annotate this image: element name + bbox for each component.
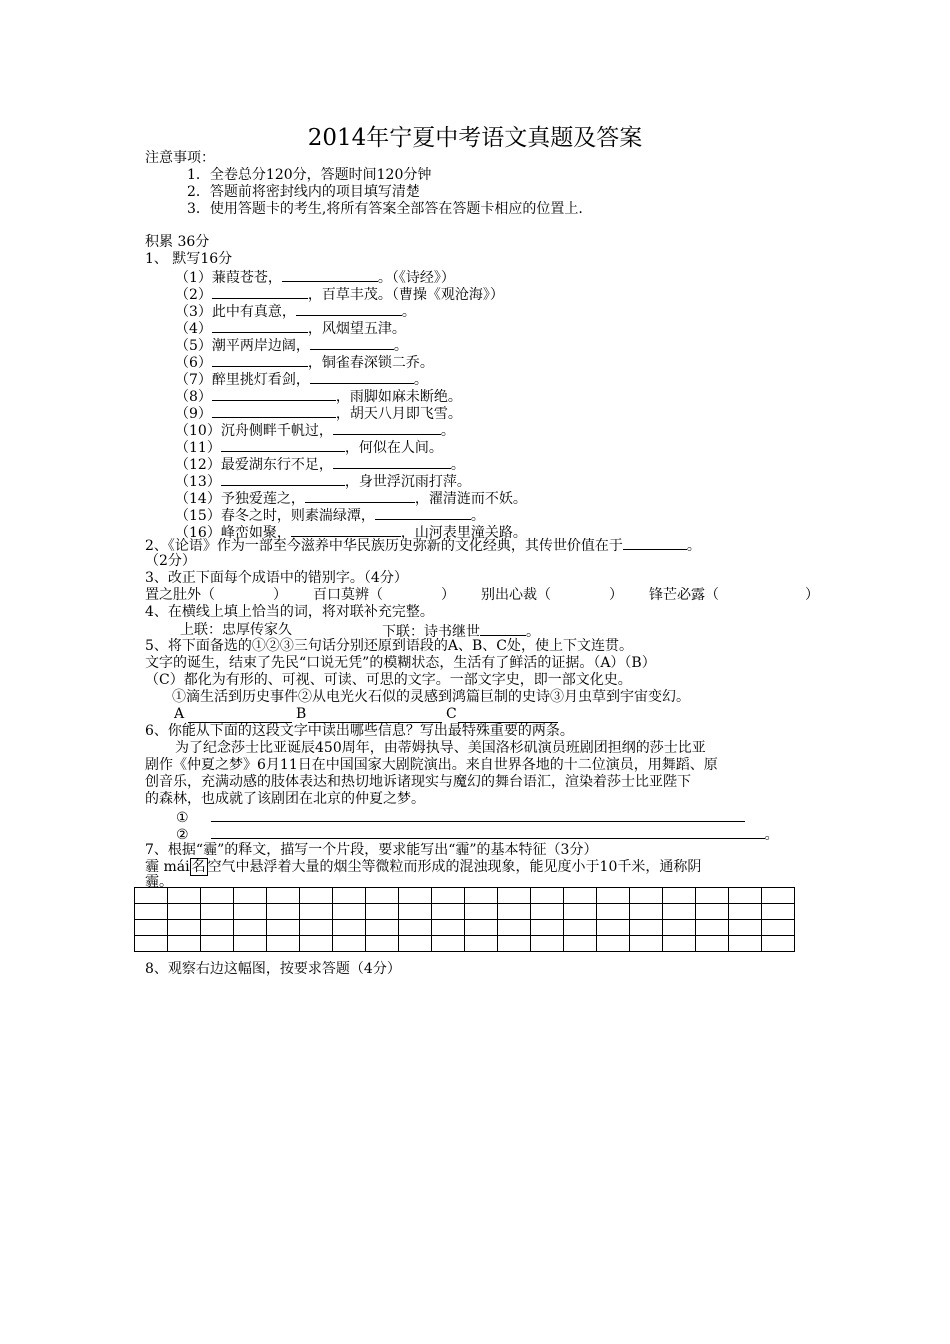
grid-cell[interactable] bbox=[630, 920, 663, 936]
grid-cell[interactable] bbox=[531, 888, 564, 904]
q6-end: 。 bbox=[764, 827, 779, 843]
q1-line-suffix: 。 bbox=[413, 372, 428, 388]
couplet-end: 。 bbox=[526, 624, 540, 640]
grid-cell[interactable] bbox=[498, 888, 531, 904]
answer-blank[interactable] bbox=[212, 353, 308, 367]
grid-cell[interactable] bbox=[267, 904, 300, 920]
grid-cell[interactable] bbox=[531, 920, 564, 936]
grid-cell[interactable] bbox=[432, 904, 465, 920]
answer-blank[interactable] bbox=[212, 319, 308, 333]
answer-blank[interactable] bbox=[333, 455, 451, 469]
q1-line-suffix: ，身世浮沉雨打萍。 bbox=[344, 474, 471, 490]
answer-blank[interactable] bbox=[211, 825, 765, 839]
answer-blank[interactable] bbox=[333, 421, 441, 435]
answer-blank[interactable] bbox=[188, 709, 292, 723]
grid-cell[interactable] bbox=[498, 920, 531, 936]
q1-line-number: （1） bbox=[175, 270, 212, 286]
q1-line-suffix: 。 bbox=[450, 457, 465, 473]
grid-cell[interactable] bbox=[663, 936, 696, 952]
grid-cell[interactable] bbox=[267, 920, 300, 936]
q1-line-suffix: 。 bbox=[401, 304, 416, 320]
grid-cell[interactable] bbox=[432, 936, 465, 952]
q1-line-number: （10） bbox=[175, 423, 221, 439]
grid-cell[interactable] bbox=[333, 888, 366, 904]
q2-end: 。 bbox=[686, 538, 701, 554]
grid-cell[interactable] bbox=[333, 904, 366, 920]
q5-heading: 5、将下面备选的①②③三句话分别还原到语段的A、B、C处，使上下文连贯。 bbox=[145, 638, 634, 654]
grid-cell[interactable] bbox=[564, 904, 597, 920]
grid-cell[interactable] bbox=[729, 888, 762, 904]
notice-item: 3．使用答题卡的考生,将所有答案全部答在答题卡相应的位置上. bbox=[187, 201, 583, 217]
grid-cell[interactable] bbox=[399, 936, 432, 952]
q1-line-number: （9） bbox=[175, 406, 212, 422]
q2-prompt: 2、《论语》作为一部至今滋养中华民族历史弥新的文化经典，其传世价值在于 bbox=[145, 538, 623, 554]
answer-blank[interactable] bbox=[282, 268, 378, 282]
answer-blank[interactable] bbox=[221, 472, 345, 486]
grid-cell[interactable] bbox=[564, 936, 597, 952]
q1-line-number: （2） bbox=[175, 287, 212, 303]
q6-para: 为了纪念莎士比亚诞辰450周年，由蒂姆执导、美国洛杉矶演员班剧团担纲的莎士比亚 bbox=[175, 740, 706, 756]
q1-line-prefix: 春冬之时，则素湍绿潭， bbox=[220, 508, 375, 524]
grid-cell[interactable] bbox=[300, 904, 333, 920]
grid-cell[interactable] bbox=[498, 936, 531, 952]
q7-definition bbox=[145, 859, 701, 876]
idiom-item: 百口莫辨（ bbox=[313, 587, 383, 603]
page-title: 2014年宁夏中考语文真题及答案 bbox=[307, 125, 643, 151]
grid-cell[interactable] bbox=[564, 888, 597, 904]
grid-cell[interactable] bbox=[597, 904, 630, 920]
grid-cell[interactable] bbox=[267, 936, 300, 952]
answer-label-b: B bbox=[296, 706, 307, 722]
q8-heading: 8、观察右边这幅图，按要求答题（4分） bbox=[145, 961, 401, 977]
q1-line-suffix: 。（《诗经》） bbox=[377, 270, 455, 286]
grid-cell[interactable] bbox=[465, 888, 498, 904]
q1-line-suffix: ，何似在人间。 bbox=[344, 440, 443, 456]
q1-line-suffix: 。 bbox=[440, 423, 455, 439]
q1-line-number: （13） bbox=[175, 474, 221, 490]
grid-cell[interactable] bbox=[729, 904, 762, 920]
answer-blank[interactable] bbox=[305, 489, 415, 503]
grid-cell[interactable] bbox=[234, 888, 267, 904]
grid-cell[interactable] bbox=[762, 904, 795, 920]
q5-para: （C）都化为有形的、可视、可读、可思的文字。一部文字史，即一部文化史。 bbox=[145, 672, 632, 688]
q5-para: 文字的诞生，结束了先民“口说无凭”的模糊状态，生活有了鲜活的证据。（A）（B） bbox=[145, 655, 656, 671]
q1-line-number: （3） bbox=[175, 304, 212, 320]
grid-cell[interactable] bbox=[300, 920, 333, 936]
q1-line-number: （8） bbox=[175, 389, 212, 405]
answer-blank[interactable] bbox=[310, 336, 394, 350]
answer-marker: ① bbox=[176, 810, 189, 826]
grid-cell[interactable] bbox=[168, 920, 201, 936]
grid-cell[interactable] bbox=[168, 936, 201, 952]
q1-line-number: （12） bbox=[175, 457, 221, 473]
grid-cell[interactable] bbox=[234, 936, 267, 952]
grid-cell[interactable] bbox=[762, 936, 795, 952]
idiom-item: 锋芒必露（ bbox=[649, 587, 719, 603]
q1-line-prefix: 最爱湖东行不足， bbox=[220, 457, 333, 473]
grid-cell[interactable] bbox=[300, 936, 333, 952]
q7-heading: 7、根据“霾”的释文，描写一个片段，要求能写出“霾”的基本特征（3分） bbox=[145, 842, 598, 858]
q1-line-number: （11） bbox=[175, 440, 221, 456]
notice-item: 1．全卷总分120分，答题时间120分钟 bbox=[187, 167, 432, 183]
grid-cell[interactable] bbox=[531, 904, 564, 920]
grid-cell[interactable] bbox=[201, 936, 234, 952]
notice-heading: 注意事项： bbox=[145, 150, 215, 166]
answer-blank[interactable] bbox=[308, 709, 442, 723]
q5-options: ①滴生活到历史事件②从电光火石似的灵感到鸿篇巨制的史诗③月虫草到宇宙变幻。 bbox=[172, 689, 690, 705]
grid-cell[interactable] bbox=[465, 936, 498, 952]
answer-marker: ② bbox=[176, 827, 189, 843]
q1-line-prefix: 醉里挑灯看剑， bbox=[211, 372, 310, 388]
q1-line-number: （4） bbox=[175, 321, 212, 337]
grid-cell[interactable] bbox=[333, 920, 366, 936]
answer-blank[interactable] bbox=[212, 285, 308, 299]
q6-para: 的森林，也成就了该剧团在北京的仲夏之梦。 bbox=[145, 791, 425, 807]
q7-def: 空气中悬浮着大量的烟尘等微粒而形成的混浊现象，能见度小于10千米，通称阴 bbox=[207, 859, 702, 875]
grid-cell[interactable] bbox=[366, 936, 399, 952]
q2-score: （2分） bbox=[145, 553, 196, 569]
q2-text bbox=[145, 536, 701, 555]
grid-row bbox=[135, 920, 795, 936]
grid-cell[interactable] bbox=[234, 904, 267, 920]
q1-line-prefix: 蒹葭苍苍， bbox=[211, 270, 282, 286]
grid-cell[interactable] bbox=[762, 888, 795, 904]
grid-cell[interactable] bbox=[663, 888, 696, 904]
grid-cell[interactable] bbox=[465, 904, 498, 920]
grid-cell[interactable] bbox=[201, 904, 234, 920]
grid-cell[interactable] bbox=[201, 888, 234, 904]
idiom-close: ） bbox=[273, 587, 287, 603]
q7-def-cont: 霾。 bbox=[145, 874, 173, 890]
q1-line-suffix: ，胡天八月即飞雪。 bbox=[335, 406, 462, 422]
q1-line-number: （5） bbox=[175, 338, 212, 354]
grid-cell[interactable] bbox=[597, 936, 630, 952]
grid-cell[interactable] bbox=[597, 888, 630, 904]
q1-line-suffix: ，山河表里潼关路。 bbox=[400, 525, 527, 541]
grid-cell[interactable] bbox=[267, 888, 300, 904]
idiom-close: ） bbox=[609, 587, 623, 603]
q1-line-number: （14） bbox=[175, 491, 221, 507]
grid-cell[interactable] bbox=[630, 936, 663, 952]
answer-label-c: C bbox=[446, 706, 457, 722]
grid-cell[interactable] bbox=[663, 920, 696, 936]
q6-para: 剧作《仲夏之梦》6月11日在中国国家大剧院演出。来自世界各地的十二位演员，用舞蹈、原 bbox=[145, 757, 718, 773]
q1-line-suffix: 。 bbox=[470, 508, 485, 524]
q3-heading: 3、改正下面每个成语中的错别字。（4分） bbox=[145, 570, 408, 586]
q1-line-suffix: 。 bbox=[393, 338, 408, 354]
q1-line-suffix: ，铜雀春深锁二乔。 bbox=[307, 355, 434, 371]
q1-heading: 1、 默写16分 bbox=[145, 251, 233, 267]
q1-line-suffix: ，百草丰茂。（曹操《观沧海》） bbox=[307, 287, 504, 303]
grid-cell[interactable] bbox=[234, 920, 267, 936]
grid-cell[interactable] bbox=[465, 920, 498, 936]
q1-line-number: （7） bbox=[175, 372, 212, 388]
grid-cell[interactable] bbox=[696, 936, 729, 952]
grid-cell[interactable] bbox=[135, 888, 168, 904]
answer-blank[interactable] bbox=[296, 302, 402, 316]
grid-cell[interactable] bbox=[300, 888, 333, 904]
q1-line-prefix: 此中有真意， bbox=[211, 304, 296, 320]
answer-blank[interactable] bbox=[211, 808, 745, 822]
grid-cell[interactable] bbox=[135, 936, 168, 952]
couplet-upper: 上联：忠厚传家久 bbox=[180, 622, 292, 638]
grid-cell[interactable] bbox=[597, 920, 630, 936]
grid-cell[interactable] bbox=[333, 936, 366, 952]
q4-heading: 4、在横线上填上恰当的词，将对联补充完整。 bbox=[145, 604, 434, 620]
q6-heading: 6、你能从下面的这段文字中读出哪些信息？写出最特殊重要的两条。 bbox=[145, 723, 574, 739]
notice-item: 2．答题前将密封线内的项目填写清楚 bbox=[187, 184, 420, 200]
answer-blank[interactable] bbox=[221, 438, 345, 452]
grid-cell[interactable] bbox=[432, 888, 465, 904]
answer-blank[interactable] bbox=[310, 370, 414, 384]
grid-cell[interactable] bbox=[366, 888, 399, 904]
answer-blank[interactable] bbox=[458, 709, 558, 723]
grid-cell[interactable] bbox=[696, 888, 729, 904]
grid-cell[interactable] bbox=[564, 920, 597, 936]
q6-para: 创音乐，充满动感的肢体表达和热切地诉诸现实与魔幻的舞台语汇，渲染着莎士比亚陛下 bbox=[145, 774, 691, 790]
grid-row bbox=[135, 904, 795, 920]
q1-line-prefix: 潮平两岸边阔， bbox=[211, 338, 310, 354]
grid-cell[interactable] bbox=[135, 904, 168, 920]
grid-cell[interactable] bbox=[135, 920, 168, 936]
section-heading: 积累 36分 bbox=[145, 234, 210, 250]
grid-cell[interactable] bbox=[498, 904, 531, 920]
grid-cell[interactable] bbox=[201, 920, 234, 936]
grid-cell[interactable] bbox=[663, 904, 696, 920]
grid-cell[interactable] bbox=[762, 920, 795, 936]
grid-cell[interactable] bbox=[168, 888, 201, 904]
answer-blank[interactable] bbox=[480, 622, 526, 636]
answer-blank[interactable] bbox=[623, 536, 687, 550]
grid-cell[interactable] bbox=[630, 904, 663, 920]
pos-tag: 名 bbox=[191, 859, 206, 875]
q1-line-number: （16） bbox=[175, 525, 221, 541]
grid-cell[interactable] bbox=[729, 920, 762, 936]
writing-grid[interactable] bbox=[134, 887, 795, 952]
q1-line-number: （15） bbox=[175, 508, 221, 524]
q1-line-suffix: ，濯清涟而不妖。 bbox=[414, 491, 527, 507]
idiom-close: ） bbox=[441, 587, 455, 603]
grid-cell[interactable] bbox=[366, 904, 399, 920]
idiom-item: 别出心裁（ bbox=[481, 587, 551, 603]
idiom-close: ） bbox=[805, 587, 819, 603]
q1-line-suffix: ，风烟望五津。 bbox=[307, 321, 406, 337]
q1-line-prefix: 予独爱莲之， bbox=[220, 491, 305, 507]
answer-blank[interactable] bbox=[375, 506, 471, 520]
q1-line-suffix: ，雨脚如麻未断绝。 bbox=[335, 389, 462, 405]
grid-cell[interactable] bbox=[399, 904, 432, 920]
answer-blank[interactable] bbox=[291, 523, 401, 537]
grid-cell[interactable] bbox=[630, 888, 663, 904]
grid-cell[interactable] bbox=[696, 920, 729, 936]
grid-row bbox=[135, 888, 795, 904]
grid-cell[interactable] bbox=[366, 920, 399, 936]
idiom-item: 置之肚外（ bbox=[145, 587, 215, 603]
q7-word: 霾 mái bbox=[145, 859, 190, 875]
grid-cell[interactable] bbox=[729, 936, 762, 952]
couplet-lower-text: 下联：诗书继世 bbox=[382, 624, 480, 640]
grid-row bbox=[135, 936, 795, 952]
q1-line-number: （6） bbox=[175, 355, 212, 371]
answer-blank[interactable] bbox=[212, 404, 336, 418]
grid-cell[interactable] bbox=[531, 936, 564, 952]
grid-cell[interactable] bbox=[696, 904, 729, 920]
answer-label-a: A bbox=[174, 706, 185, 722]
grid-cell[interactable] bbox=[399, 888, 432, 904]
q1-line-prefix: 沉舟侧畔千帆过， bbox=[220, 423, 333, 439]
answer-blank[interactable] bbox=[212, 387, 336, 401]
grid-cell[interactable] bbox=[399, 920, 432, 936]
q1-line-prefix: 峰峦如聚， bbox=[220, 525, 291, 541]
grid-cell[interactable] bbox=[432, 920, 465, 936]
grid-cell[interactable] bbox=[168, 904, 201, 920]
